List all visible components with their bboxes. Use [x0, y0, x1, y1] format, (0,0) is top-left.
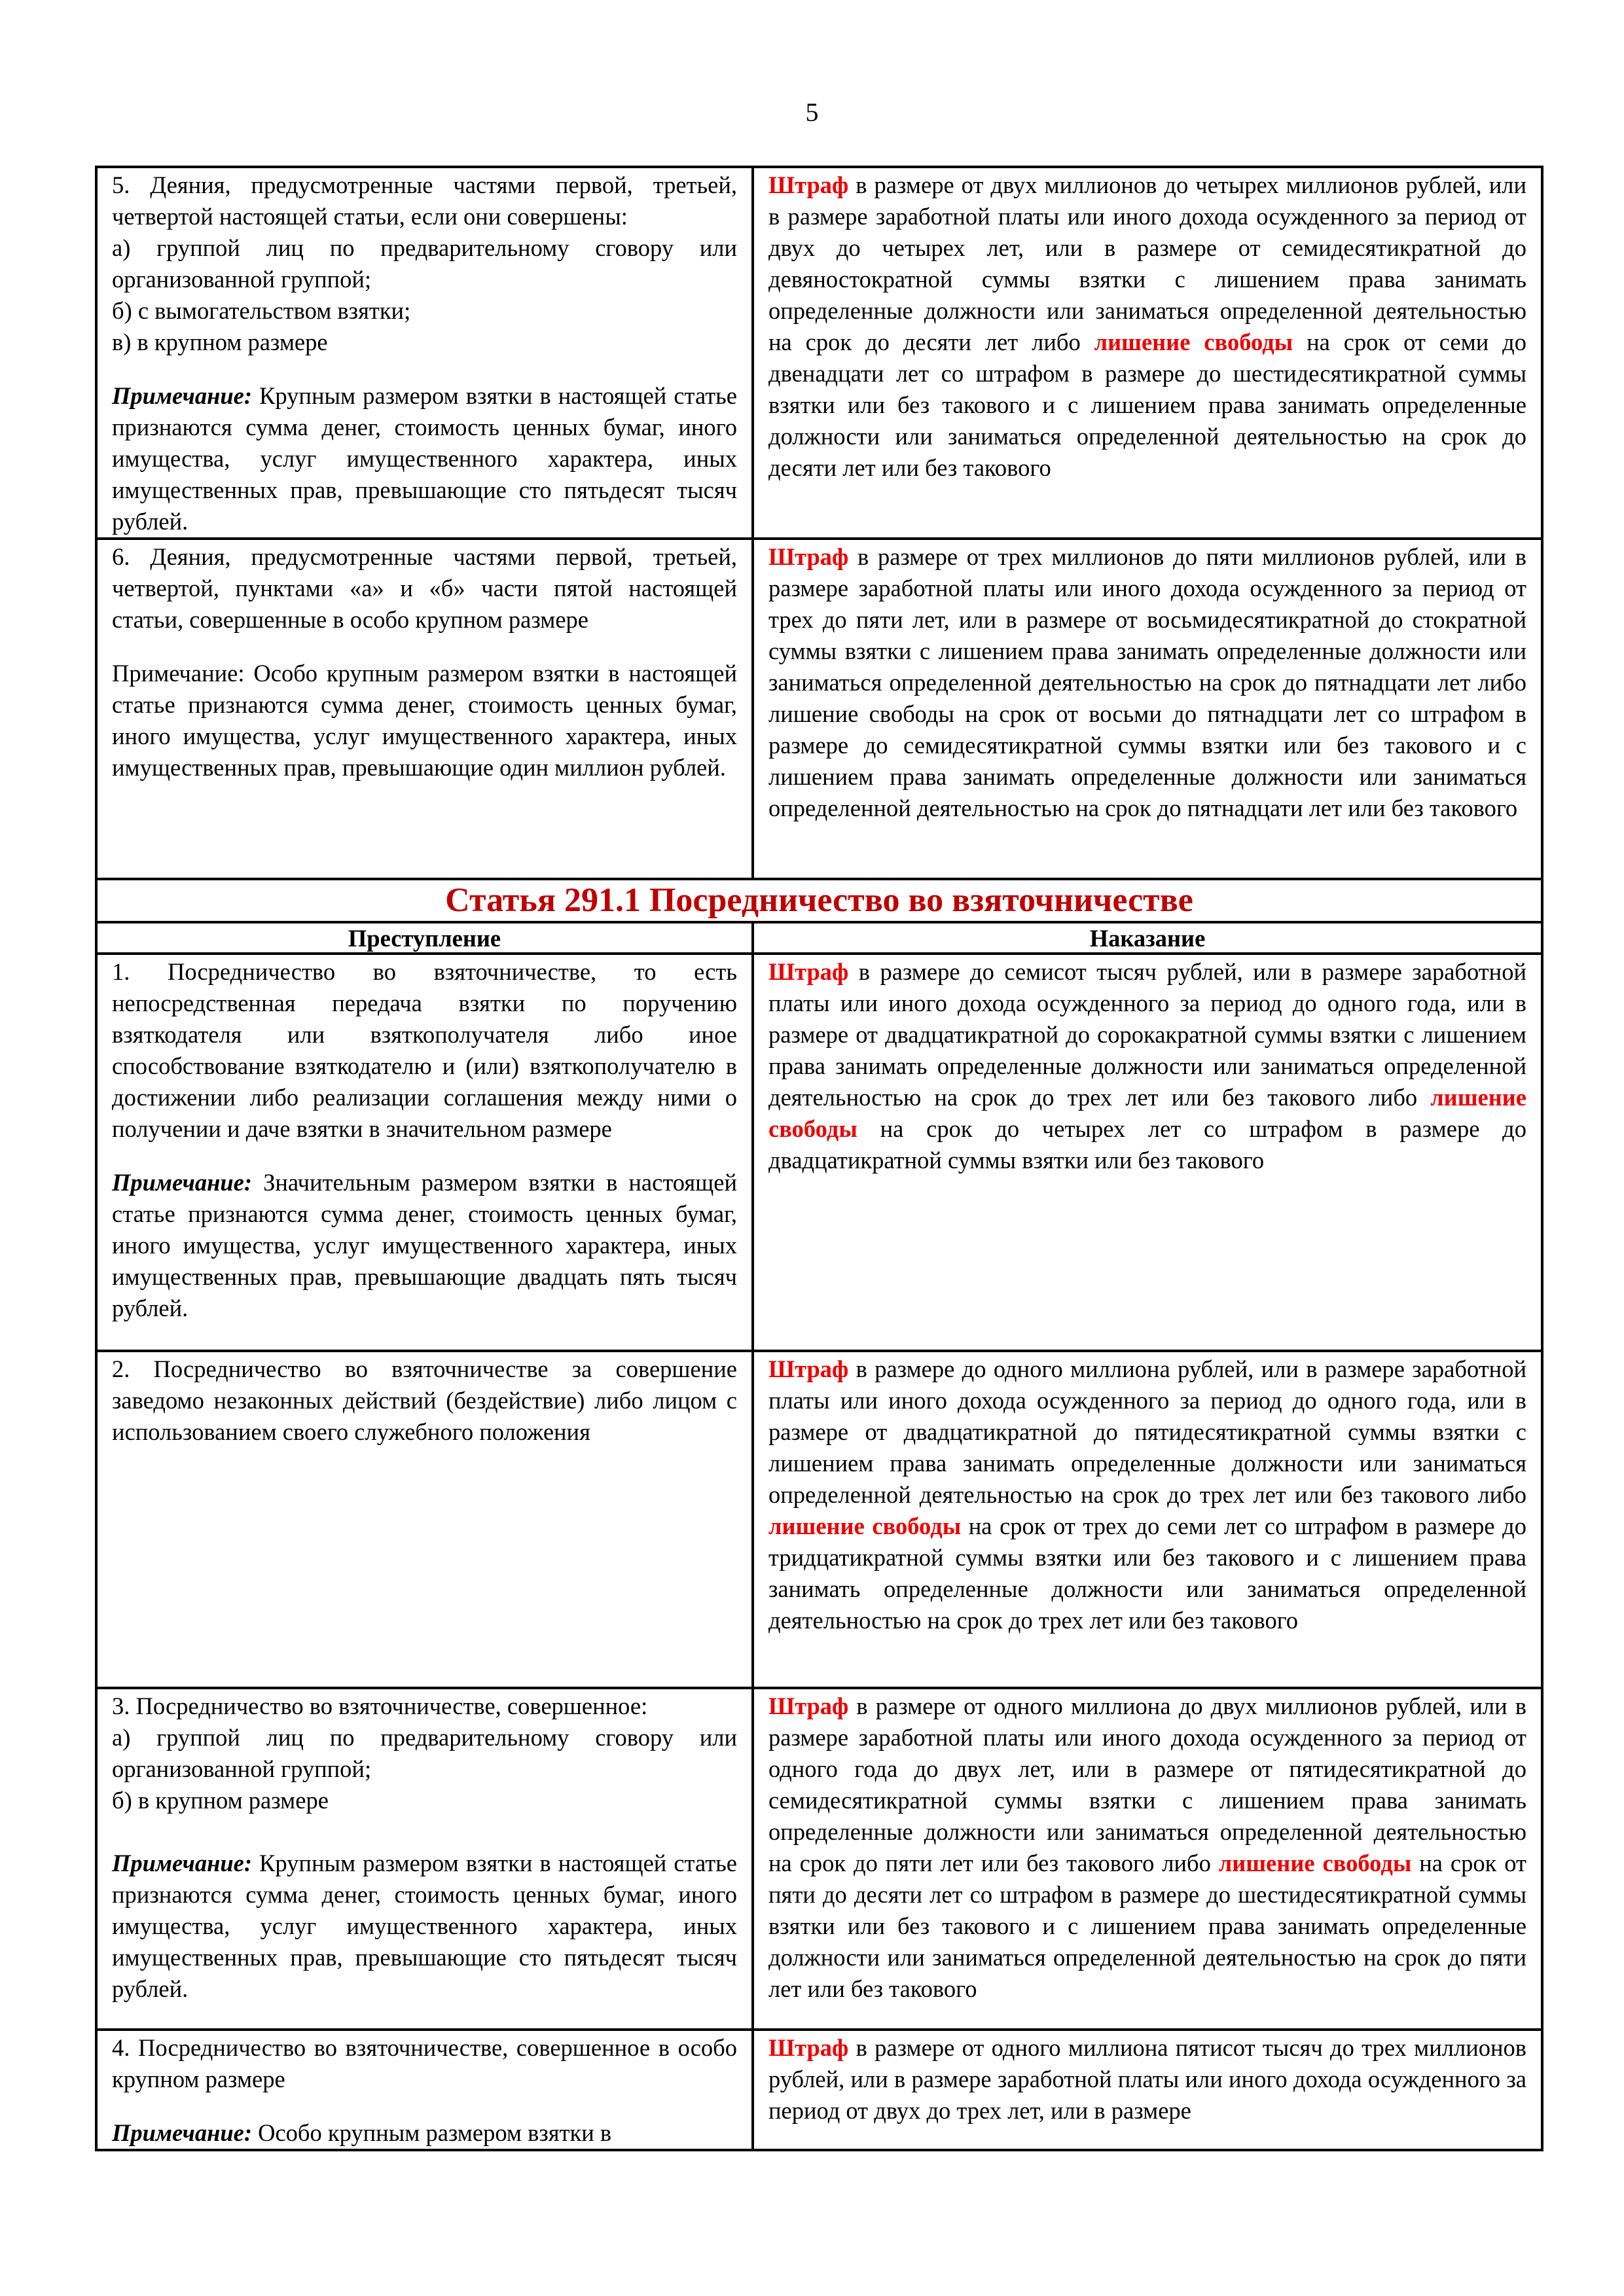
- crime-text: 1. Посредничество во взяточничестве, то есть непосредственная передача взятки по поручению взяткодателя или взяткополучателя либо иное способствование взяткодателю и (или) взяткополучателю в достижении либо реализации соглашения между ними о получении и даче взятки в значительном размере: [112, 958, 737, 1142]
- table-row: [96, 539, 1542, 879]
- column-header-crime: Преступление: [96, 922, 753, 954]
- punishment-text-part: на срок от семи до двенадцати лет со штрафом в размере до шестидесятикратной суммы взятки или без такового и с лишением права занимать определенные должности или заниматься определенной деятельностью на срок до десяти лет или без такового: [768, 329, 1526, 481]
- column-header-row: [96, 922, 1542, 954]
- note-text: Крупным размером взятки в настоящей статье признаются сумма денег, стоимость ценных бумаг, иного имущества, услуг имущественного характера, иных имущественных прав, превышающие сто пятьдесят тысяч рублей.: [112, 382, 737, 535]
- crime-subitem: в) в крупном размере: [112, 329, 328, 355]
- law-table: [95, 166, 1543, 2151]
- punishment-text-part: на срок от пяти до десяти лет со штрафом в размере до шестидесятикратной суммы взятки или без такового и с лишением права занимать определенные должности или заниматься определенной деятельностью на срок до пяти лет или без такового: [768, 1850, 1526, 2002]
- note-text: Значительным размером взятки в настоящей статье признаются сумма денег, стоимость ценных бумаг, иного имущества, услуг имущественного характера, иных имущественных прав, превышающие двадцать пять тысяч рублей.: [112, 1169, 737, 1321]
- crime-text: 2. Посредничество во взяточничестве за совершение заведомо незаконных действий (бездействие) либо лицом с использованием своего служебного положения: [112, 1355, 737, 1445]
- note-label: Примечание:: [112, 382, 252, 409]
- crime-text: 3. Посредничество во взяточничестве, совершенное:: [112, 1693, 648, 1719]
- punishment-text: [768, 1354, 1526, 1636]
- note-label: Примечание:: [112, 1850, 252, 1876]
- punishment-text-part: на срок до четырех лет со штрафом в размере до двадцатикратной суммы взятки или без такового: [768, 1115, 1526, 1174]
- punishment-text-part: в размере от трех миллионов до пяти миллионов рублей, или в размере заработной платы или иного дохода осужденного за период от трех до пяти лет, или в размере от восьмидесятикратной до стократной суммы взятки с лишением права занимать определенные должности или заниматься определенной деятельностью на срок до пятнадцати лет либо лишение свободы на срок от восьми до пятнадцати лет со штрафом в размере до семидесятикратной суммы взятки или без такового и с лишением права занимать определенные должности или заниматься определенной деятельностью на срок до пятнадцати лет или без такового: [768, 543, 1526, 821]
- punishment-cell: [753, 539, 1542, 879]
- column-header-punishment: Наказание: [753, 922, 1542, 954]
- note-text: Особо крупным размером взятки в: [252, 2119, 612, 2146]
- crime-text: 6. Деяния, предусмотренные частями первой, третьей, четвертой, пунктами «а» и «б» части пятой настоящей статьи, совершенные в особо крупном размере: [112, 543, 737, 633]
- punishment-cell: [753, 167, 1542, 539]
- imprisonment-label: лишение свободы: [768, 1513, 962, 1539]
- crime-cell: [96, 539, 753, 879]
- table-row: [96, 954, 1542, 1351]
- fine-label: Штраф: [768, 1693, 849, 1719]
- punishment-cell: [753, 954, 1542, 1351]
- fine-label: Штраф: [768, 171, 849, 198]
- fine-label: Штраф: [768, 543, 849, 570]
- note: Примечание: Особо крупным размером взятки в настоящей статье признаются сумма денег, стоимость ценных бумаг, иного имущества, услуг имущественного характера, иных имущественных прав, превышающие один миллион рублей.: [112, 660, 737, 781]
- punishment-text: [768, 1691, 1526, 2005]
- punishment-cell: [753, 1688, 1542, 2030]
- article-title: Статья 291.1 Посредничество во взяточничестве: [96, 879, 1542, 922]
- page-number: 5: [805, 98, 819, 127]
- punishment-text: [768, 956, 1526, 1176]
- table-row: [96, 1688, 1542, 2030]
- punishment-text-part: в размере от одного миллиона пятисот тысяч до трех миллионов рублей, или в размере заработной платы или иного дохода осужденного за период от двух до трех лет, или в размере: [768, 2034, 1526, 2124]
- crime-cell: [96, 2030, 753, 2150]
- table-row: [96, 1351, 1542, 1688]
- punishment-text: [768, 541, 1526, 824]
- article-heading-row: [96, 879, 1542, 922]
- punishment-text-part: в размере до одного миллиона рублей, или в размере заработной платы или иного дохода осужденного за период до одного года, или в размере от двадцатикратной до пятидесятикратной суммы взятки с лишением права занимать определенные должности или заниматься определенной деятельностью на срок до трех лет или без такового либо: [768, 1355, 1526, 1508]
- table-row: [96, 167, 1542, 539]
- crime-cell: [96, 1688, 753, 2030]
- punishment-text: [768, 2032, 1526, 2126]
- punishment-text-part: на срок от трех до семи лет со штрафом в размере до тридцатикратной суммы взятки или без такового и с лишением права занимать определенные должности или заниматься определенной деятельностью на срок до трех лет или без такового: [768, 1513, 1526, 1634]
- note-label: Примечание:: [112, 2119, 252, 2146]
- crime-text: 4. Посредничество во взяточничестве, совершенное в особо крупном размере: [112, 2034, 737, 2092]
- crime-cell: [96, 1351, 753, 1688]
- imprisonment-label: лишение свободы: [1094, 329, 1293, 355]
- crime-cell: [96, 167, 753, 539]
- note-text: Крупным размером взятки в настоящей статье признаются сумма денег, стоимость ценных бумаг, иного имущества, услуг имущественного характера, иных имущественных прав, превышающие сто пятьдесят тысяч рублей.: [112, 1850, 737, 2002]
- crime-subitem: а) группой лиц по предварительному сговору или организованной группой;: [112, 1724, 737, 1782]
- note: [112, 380, 737, 537]
- crime-subitem: б) с вымогательством взятки;: [112, 297, 411, 324]
- punishment-text-part: в размере до семисот тысяч рублей, или в размере заработной платы или иного дохода осужденного за период до одного года, или в размере от двадцатикратной до сорокакратной суммы взятки с лишением права занимать определенные должности или заниматься определенной деятельностью на срок до трех лет или без такового либо: [768, 958, 1526, 1111]
- crime-subitem: б) в крупном размере: [112, 1787, 329, 1814]
- crime-cell: [96, 954, 753, 1351]
- note: [112, 1848, 737, 2005]
- punishment-cell: [753, 1351, 1542, 1688]
- table-row: [96, 2030, 1542, 2150]
- note: [112, 1167, 737, 1324]
- note: [112, 2117, 737, 2149]
- imprisonment-label: лишение свободы: [768, 1084, 1526, 1142]
- fine-label: Штраф: [768, 958, 849, 985]
- note-label: Примечание:: [112, 1169, 252, 1196]
- crime-subitem: а) группой лиц по предварительному сговору или организованной группой;: [112, 234, 737, 293]
- punishment-text: [768, 170, 1526, 484]
- crime-text: 5. Деяния, предусмотренные частями первой, третьей, четвертой настоящей статьи, если они совершены:: [112, 171, 737, 230]
- fine-label: Штраф: [768, 1355, 849, 1382]
- punishment-text-part: в размере от одного миллиона до двух миллионов рублей, или в размере заработной платы или иного дохода осужденного за период от одного года до двух лет, или в размере от пятидесятикратной до семидесятикратной суммы взятки с лишением права занимать определенные должности или заниматься определенной деятельностью на срок до пяти лет или без такового либо: [768, 1693, 1526, 1876]
- punishment-cell: [753, 2030, 1542, 2150]
- imprisonment-label: лишение свободы: [1218, 1850, 1412, 1876]
- fine-label: Штраф: [768, 2034, 849, 2061]
- punishment-text-part: в размере от двух миллионов до четырех миллионов рублей, или в размере заработной платы или иного дохода осужденного за период от двух до четырех лет, или в размере от семидесятикратной до девяностократной суммы взятки с лишением права занимать определенные должности или заниматься определенной деятельностью на срок до десяти лет либо: [768, 171, 1526, 355]
